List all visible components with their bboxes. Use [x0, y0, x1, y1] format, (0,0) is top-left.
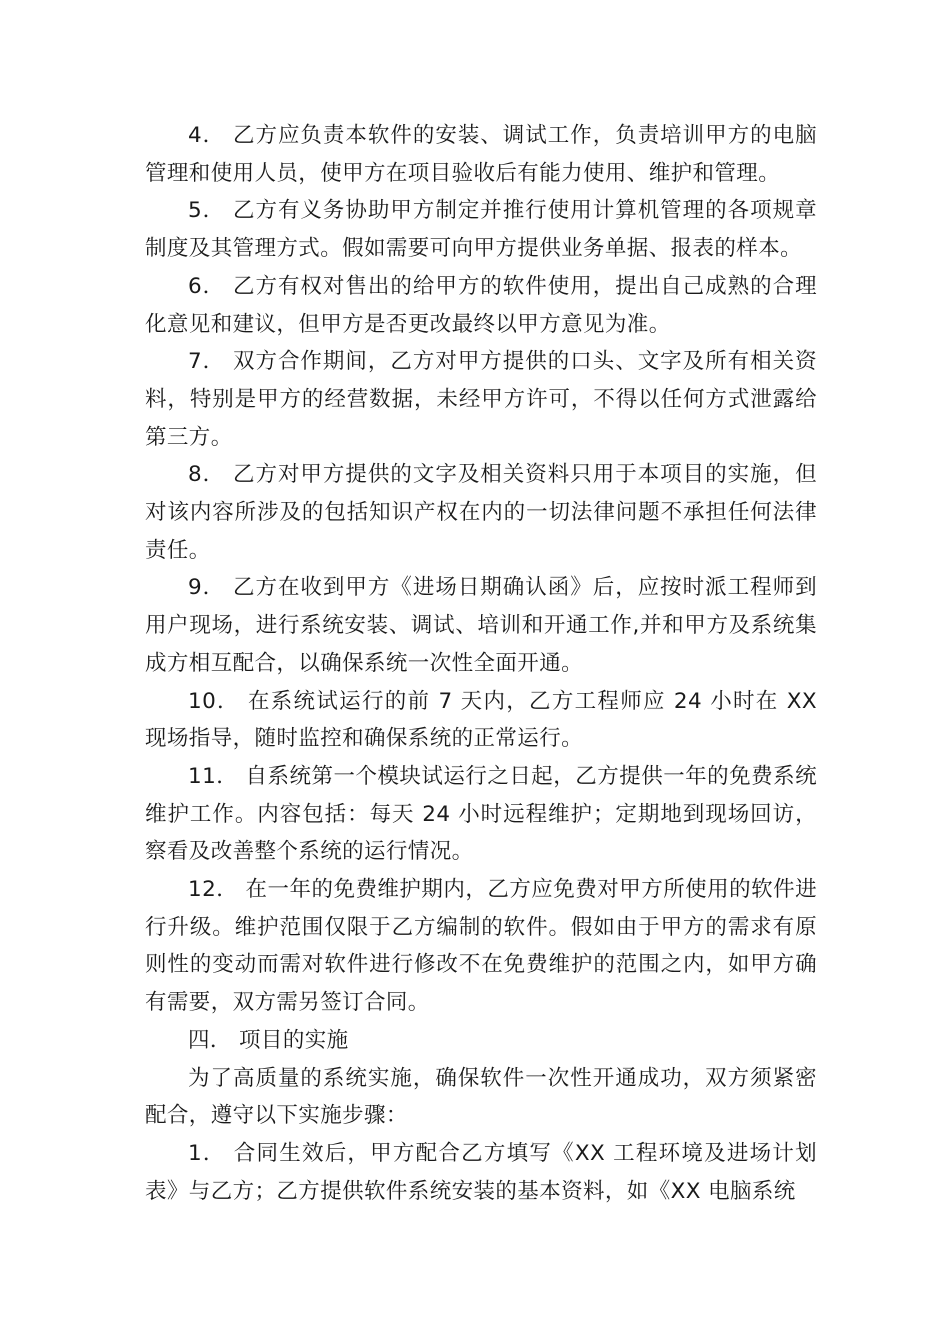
section-heading-implementation: 四． 项目的实施 — [188, 1027, 349, 1053]
clause-4: 4． 乙方应负责本软件的安装、调试工作，负责培训甲方的电脑管理和使用人员，使甲方在项目验收后有能力使用、维护和管理。 — [145, 123, 817, 186]
implementation-step-1: 1． 合同生效后，甲方配合乙方填写《XX 工程环境及进场计划表》与乙方；乙方提供软件系统安装的基本资料，如《XX 电脑系统 — [145, 1140, 817, 1204]
clause-5: 5． 乙方有义务协助甲方制定并推行使用计算机管理的各项规章制度及其管理方式。假如需要可向甲方提供业务单据、报表的样本。 — [145, 198, 817, 262]
clause-8: 8． 乙方对甲方提供的文字及相关资料只用于本项目的实施，但对该内容所涉及的包括知识产权在内的一切法律问题不承担任何法律责任。 — [145, 462, 817, 563]
document-body — [145, 117, 817, 1210]
clause-6: 6． 乙方有权对售出的给甲方的软件使用，提出自己成熟的合理化意见和建议，但甲方是否更改最终以甲方意见为准。 — [145, 273, 817, 337]
clause-10: 10． 在系统试运行的前 7 天内，乙方工程师应 24 小时在 XX 现场指导，随时监控和确保系统的正常运行。 — [145, 688, 817, 752]
clause-7: 7． 双方合作期间，乙方对甲方提供的口头、文字及所有相关资料，特别是甲方的经营数据，未经甲方许可，不得以任何方式泄露给第三方。 — [145, 349, 817, 450]
clause-12: 12． 在一年的免费维护期内，乙方应免费对甲方所使用的软件进行升级。维护范围仅限于乙方编制的软件。假如由于甲方的需求有原则性的变动而需对软件进行修改不在免费维护的范围之内，如甲方确有需要，双方需另签订合同。 — [145, 877, 817, 1016]
clause-9: 9． 乙方在收到甲方《进场日期确认函》后，应按时派工程师到用户现场，进行系统安装、调试、培训和开通工作,并和甲方及系统集成方相互配合，以确保系统一次性全面开通。 — [145, 575, 817, 676]
implementation-intro: 为了高质量的系统实施，确保软件一次性开通成功，双方须紧密配合，遵守以下实施步骤： — [145, 1065, 817, 1129]
clause-11: 11． 自系统第一个模块试运行之日起，乙方提供一年的免费系统维护工作。内容包括：每天 24 小时远程维护；定期地到现场回访，察看及改善整个系统的运行情况。 — [145, 763, 817, 865]
